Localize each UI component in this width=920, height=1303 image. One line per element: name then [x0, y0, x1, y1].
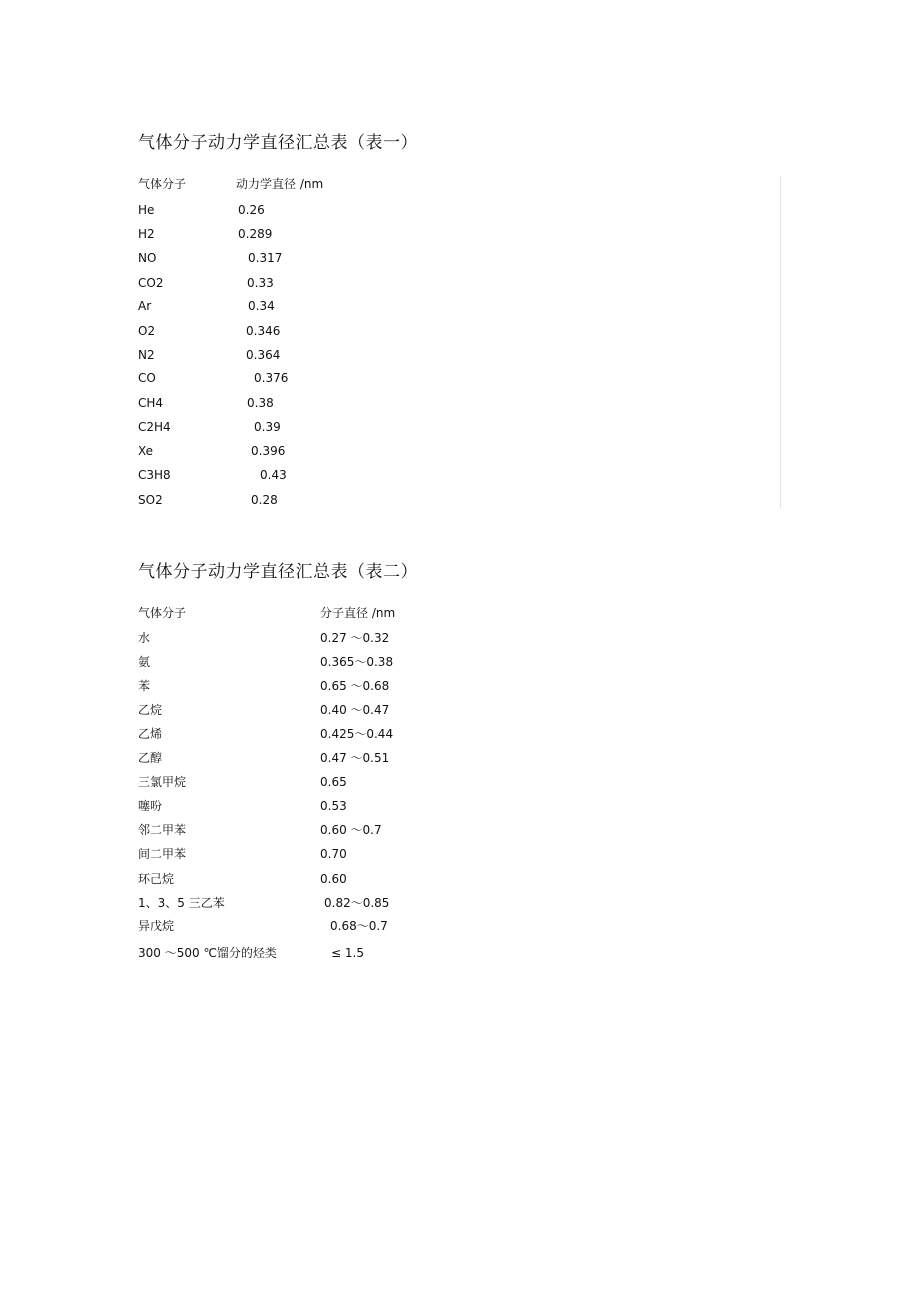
molecule-name: 环己烷 [138, 872, 175, 886]
molecule-diameter: 0.68～0.7 [330, 919, 388, 933]
table2-title: 气体分子动力学直径汇总表（表二） [138, 562, 418, 582]
gas-diameter: 0.26 [238, 203, 265, 217]
molecule-diameter: 0.425～0.44 [320, 727, 394, 741]
gas-name: C3H8 [138, 468, 171, 482]
gas-name: Xe [138, 444, 154, 458]
molecule-name: 间二甲苯 [138, 847, 187, 861]
gas-diameter: 0.364 [246, 348, 281, 362]
molecule-name: 三氯甲烷 [138, 775, 187, 789]
gas-name: He [138, 203, 155, 217]
molecule-name: 异戊烷 [138, 919, 175, 933]
gas-name: Ar [138, 299, 152, 313]
molecule-name: 乙醇 [138, 751, 163, 765]
molecule-diameter: 0.365～0.38 [320, 655, 394, 669]
molecule-name: 乙烯 [138, 727, 163, 741]
table1-header-diameter: 动力学直径 /nm [236, 177, 324, 191]
molecule-diameter: 0.27 ～0.32 [320, 631, 390, 645]
gas-name: C2H4 [138, 420, 171, 434]
molecule-diameter: 0.53 [320, 799, 347, 813]
table2-header-gas: 气体分子 [138, 606, 187, 620]
table1-header-gas: 气体分子 [138, 177, 187, 191]
gas-diameter: 0.317 [248, 251, 283, 265]
molecule-name: 噻吩 [138, 799, 163, 813]
gas-diameter: 0.34 [248, 299, 275, 313]
molecule-diameter: 0.82～0.85 [324, 896, 390, 910]
gas-diameter: 0.33 [247, 276, 274, 290]
molecule-diameter: ≤ 1.5 [331, 946, 364, 960]
molecule-name: 氨 [138, 655, 151, 669]
gas-diameter: 0.39 [254, 420, 281, 434]
gas-name: SO2 [138, 493, 163, 507]
gas-name: CH4 [138, 396, 164, 410]
molecule-name: 水 [138, 631, 151, 645]
gas-diameter: 0.28 [251, 493, 278, 507]
gas-name: H2 [138, 227, 155, 241]
molecule-name: 苯 [138, 679, 151, 693]
molecule-diameter: 0.47 ～0.51 [320, 751, 390, 765]
molecule-name: 乙烷 [138, 703, 163, 717]
gas-name: NO [138, 251, 157, 265]
gas-name: CO2 [138, 276, 164, 290]
molecule-diameter: 0.60 ～0.7 [320, 823, 382, 837]
table1-right-border [780, 176, 781, 508]
gas-diameter: 0.396 [251, 444, 286, 458]
gas-diameter: 0.289 [238, 227, 273, 241]
molecule-diameter: 0.70 [320, 847, 347, 861]
molecule-diameter: 0.65 [320, 775, 347, 789]
gas-diameter: 0.346 [246, 324, 281, 338]
gas-diameter: 0.43 [260, 468, 287, 482]
molecule-name: 1、3、5 三乙苯 [138, 896, 225, 910]
molecule-diameter: 0.65 ～0.68 [320, 679, 390, 693]
table2-header-diameter: 分子直径 /nm [320, 606, 396, 620]
molecule-diameter: 0.60 [320, 872, 347, 886]
gas-diameter: 0.38 [247, 396, 274, 410]
table1-title: 气体分子动力学直径汇总表（表一） [138, 133, 418, 153]
gas-name: N2 [138, 348, 155, 362]
gas-diameter: 0.376 [254, 371, 289, 385]
molecule-diameter: 0.40 ～0.47 [320, 703, 390, 717]
gas-name: CO [138, 371, 156, 385]
molecule-name: 300 ～500 ℃馏分的烃类 [138, 946, 277, 960]
molecule-name: 邻二甲苯 [138, 823, 187, 837]
gas-name: O2 [138, 324, 156, 338]
